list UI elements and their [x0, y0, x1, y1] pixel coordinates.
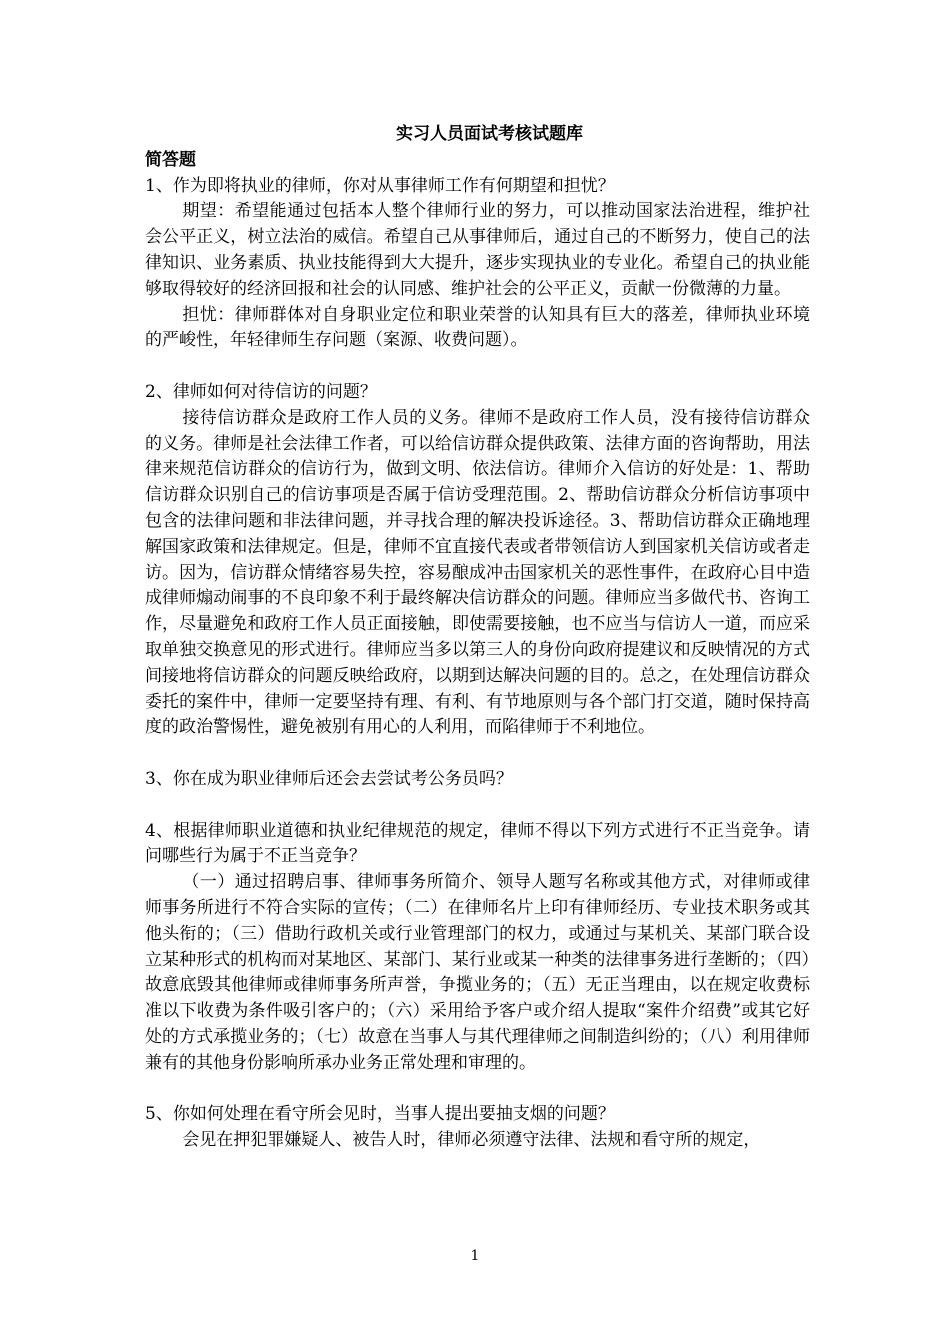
section-heading: 简答题: [145, 149, 196, 170]
document-title: 实习人员面试考核试题库: [396, 124, 583, 144]
answer-4: （一）通过招聘启事、律师事务所简介、领导人题写名称或其他方式，对律师或律师事务所进行不符合实际的宣传；（二）在律师名片上印有律师经历、专业技术职务或其他头衔的；（三）借助行政机关或行业管理部门的权力，或通过与某机关、某部门联合设立某种形式的机构而对某地区、某部门、某行业或某一种类的法律事务进行垄断的；（四）故意底毁其他律师或律师事务所声誉，争揽业务的；（五）无正当理由，以在规定收费标准以下收费为条件吸引客户的；（六）采用给予客户或介绍人提取“案件介绍费”或其它好处的方式承揽业务的；（七）故意在当事人与其代理律师之间制造纠纷的；（八）利用律师兼有的其他身份影响所承办业务正常处理和审理的。: [145, 872, 810, 1073]
answer-1-worry: 担忧：律师群体对自身职业定位和职业荣誉的认知具有巨大的落差，律师执业环境的严峻性，年轻律师生存问题（案源、收费问题）。: [145, 304, 810, 351]
spacer: [145, 793, 810, 819]
document-body: [145, 122, 810, 1154]
spacer: [145, 354, 810, 380]
question-3: 3、你在成为职业律师后还会去尝试考公务员吗？: [145, 768, 513, 789]
question-1: 1、作为即将执业的律师，你对从事律师工作有何期望和担忧？: [145, 175, 615, 196]
spacer: [145, 1076, 810, 1102]
answer-5: 会见在押犯罪嫌疑人、被告人时，律师必须遵守法律、法规和看守所的规定，: [182, 1130, 761, 1151]
question-5: 5、你如何处理在看守所会见时，当事人提出要抽支烟的问题？: [145, 1104, 615, 1125]
answer-2: 接待信访群众是政府工作人员的义务。律师不是政府工作人员，没有接待信访群众的义务。律师是社会法律工作者，可以给信访群众提供政策、法律方面的咨询帮助，用法律来规范信访群众的信访行为，做到文明、依法信访。律师介入信访的好处是：1、帮助信访群众识别自己的信访事项是否属于信访受理范围。2、帮助信访群众分析信访事项中包含的法律问题和非法律问题，并寻找合理的解决投诉途径。3、帮助信访群众正确地理解国家政策和法律规定。但是，律师不宜直接代表或者带领信访人到国家机关信访或者走访。因为，信访群众情绪容易失控，容易酿成冲击国家机关的恶性事件，在政府心目中造成律师煽动闹事的不良印象不利于最终解决信访群众的问题。律师应当多做代书、咨询工作，尽量避免和政府工作人员正面接触，即使需要接触，也不应当与信访人一道，而应采取单独交换意见的形式进行。律师应当多以第三人的身份向政府提建议和反映情况的方式间接地将信访群众的问题反映给政府，以期到达解决问题的目的。总之，在处理信访群众委托的案件中，律师一定要坚持有理、有利、有节地原则与各个部门打交道，随时保持高度的政治警惕性，避免被别有用心的人利用，而陷律师于不利地位。: [145, 407, 810, 738]
answer-1-hope: 期望：希望能通过包括本人整个律师行业的努力，可以推动国家法治进程，维护社会公平正义，树立法治的威信。希望自己从事律师后，通过自己的不断努力，使自己的法律知识、业务素质、执业技能得到大大提升，逐步实现执业的专业化。希望自己的执业能够取得较好的经济回报和社会的认同感、维护社会的公平正义，贡献一份微薄的力量。: [145, 201, 810, 299]
page-number: 1: [470, 1248, 480, 1264]
spacer: [145, 741, 810, 767]
question-4: 4、根据律师职业道德和执业纪律规范的规定，律师不得以下列方式进行不正当竞争。请问哪些行为属于不正当竞争？: [145, 820, 810, 867]
question-2: 2、律师如何对待信访的问题？: [145, 381, 377, 402]
